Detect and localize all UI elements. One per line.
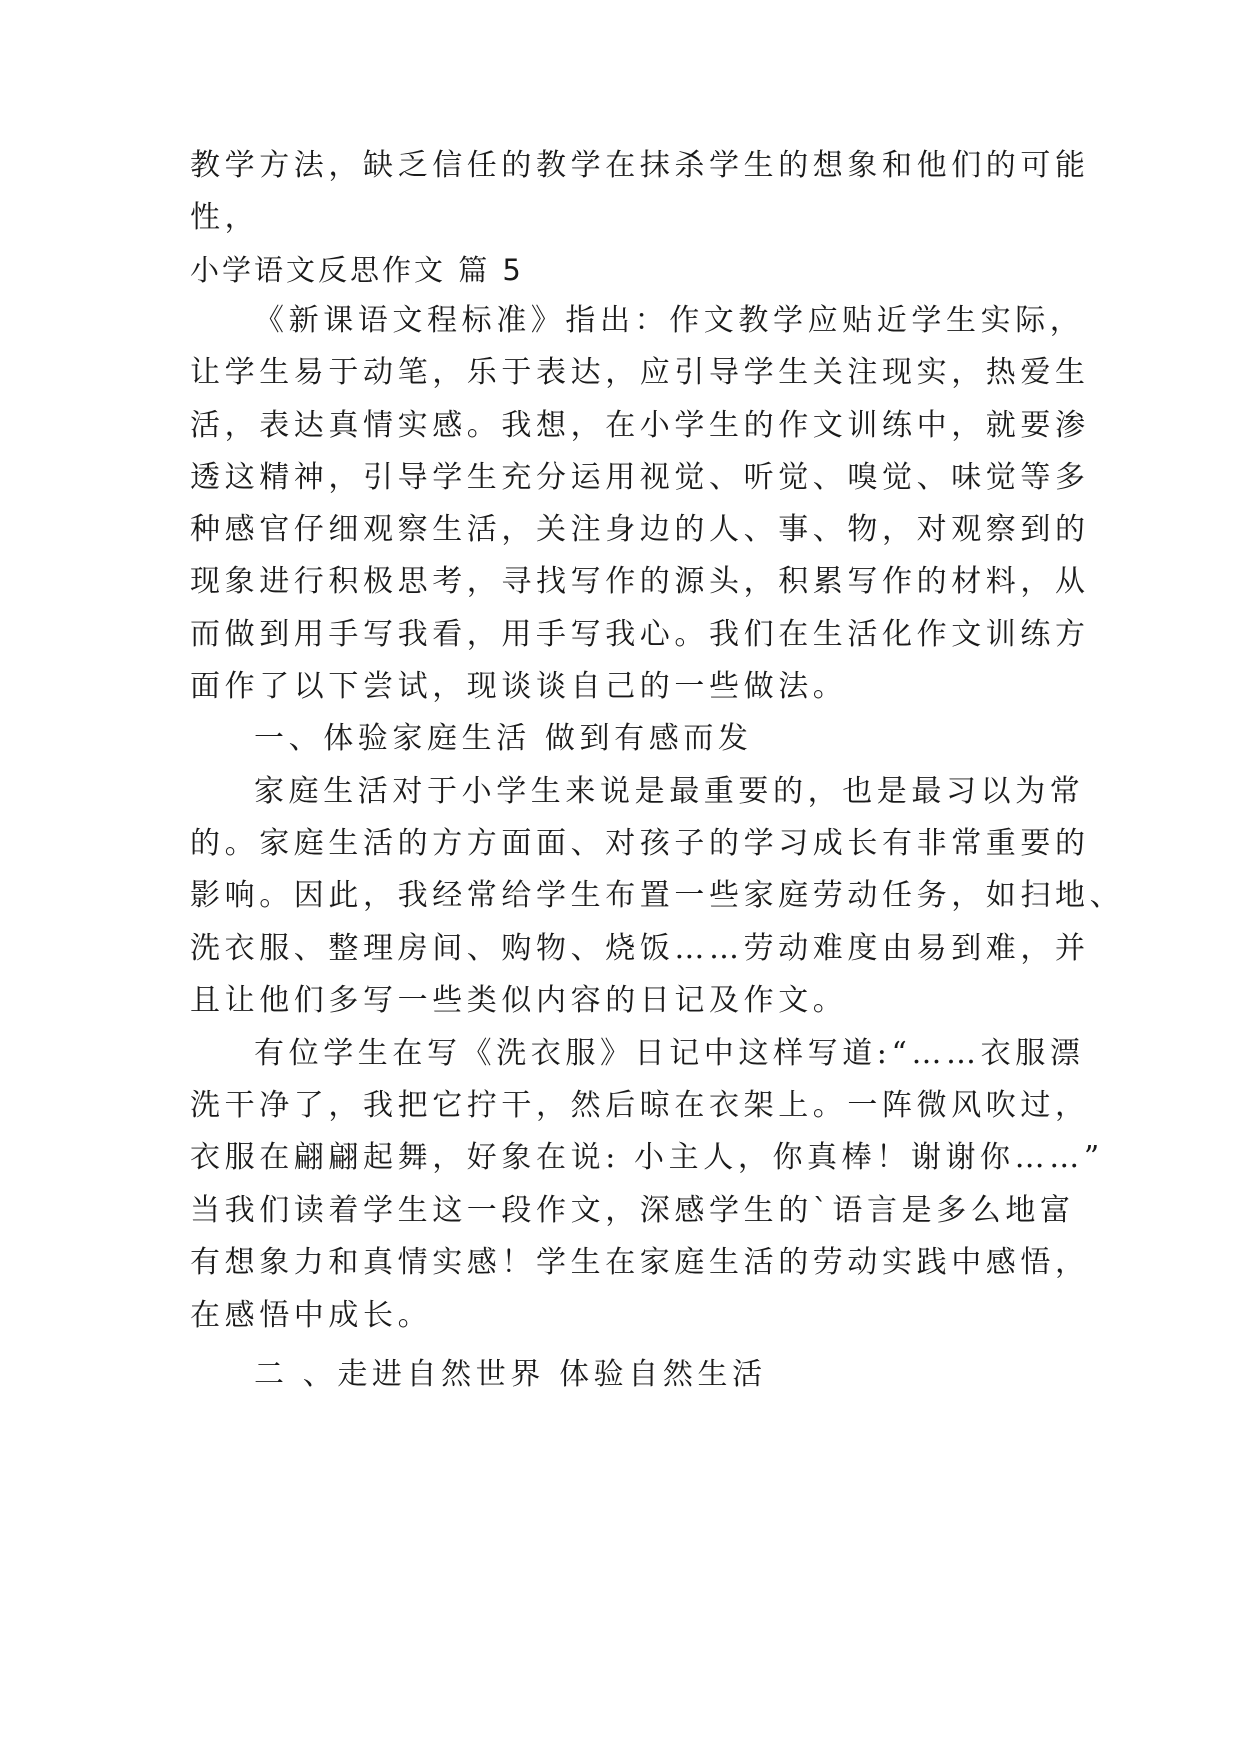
- paragraph-1-line-4: 透这精神，引导学生充分运用视觉、听觉、嗅觉、味觉等多: [190, 460, 1090, 495]
- paragraph-3-line-1: 有位学生在写《洗衣服》日记中这样写道:“……衣服漂: [254, 1036, 1085, 1071]
- paragraph-3-line-5: 有想象力和真情实感！学生在家庭生活的劳动实践中感悟，: [190, 1245, 1090, 1280]
- paragraph-3-line-3: 衣服在翩翩起舞，好象在说: 小主人，你真棒！谢谢你……”: [190, 1140, 1104, 1175]
- paragraph-1-line-1: 《新课语文程标准》指出：作文教学应贴近学生实际，: [254, 303, 1085, 338]
- paragraph-2-line-3: 影响。因此，我经常给学生布置一些家庭劳动任务，如扫地、: [190, 878, 1125, 913]
- section-title: 小学语文反思作文 篇 5: [190, 253, 524, 287]
- paragraph-2-line-5: 且让他们多写一些类似内容的日记及作文。: [190, 983, 848, 1018]
- paragraph-2-line-2: 的。家庭生活的方方面面、对孩子的学习成长有非常重要的: [190, 826, 1090, 861]
- paragraph-1-line-8: 面作了以下尝试，现谈谈自己的一些做法。: [190, 669, 848, 704]
- paragraph-1-line-3: 活，表达真情实感。我想，在小学生的作文训练中，就要渗: [190, 408, 1090, 443]
- paragraph-2-line-1: 家庭生活对于小学生来说是最重要的，也是最习以为常: [254, 774, 1085, 809]
- paragraph-3-line-4: 当我们读着学生这一段作文，深感学生的`语言是多么地富: [190, 1193, 1075, 1228]
- heading-1: 一、体验家庭生活 做到有感而发: [254, 721, 753, 756]
- intro-line-2: 性，: [190, 200, 260, 235]
- paragraph-3-line-6: 在感悟中成长。: [190, 1298, 433, 1333]
- paragraph-3-line-2: 洗干净了，我把它拧干，然后晾在衣架上。一阵微风吹过，: [190, 1088, 1090, 1123]
- intro-line-1: 教学方法，缺乏信任的教学在抹杀学生的想象和他们的可能: [190, 148, 1090, 183]
- heading-2: 二 、走进自然世界 体验自然生活: [254, 1357, 767, 1392]
- paragraph-1-line-6: 现象进行积极思考，寻找写作的源头，积累写作的材料，从: [190, 564, 1090, 599]
- paragraph-2-line-4: 洗衣服、整理房间、购物、烧饭……劳动难度由易到难，并: [190, 931, 1090, 966]
- paragraph-1-line-2: 让学生易于动笔，乐于表达，应引导学生关注现实，热爱生: [190, 355, 1090, 390]
- paragraph-1-line-5: 种感官仔细观察生活，关注身边的人、事、物，对观察到的: [190, 512, 1090, 547]
- paragraph-1-line-7: 而做到用手写我看，用手写我心。我们在生活化作文训练方: [190, 617, 1090, 652]
